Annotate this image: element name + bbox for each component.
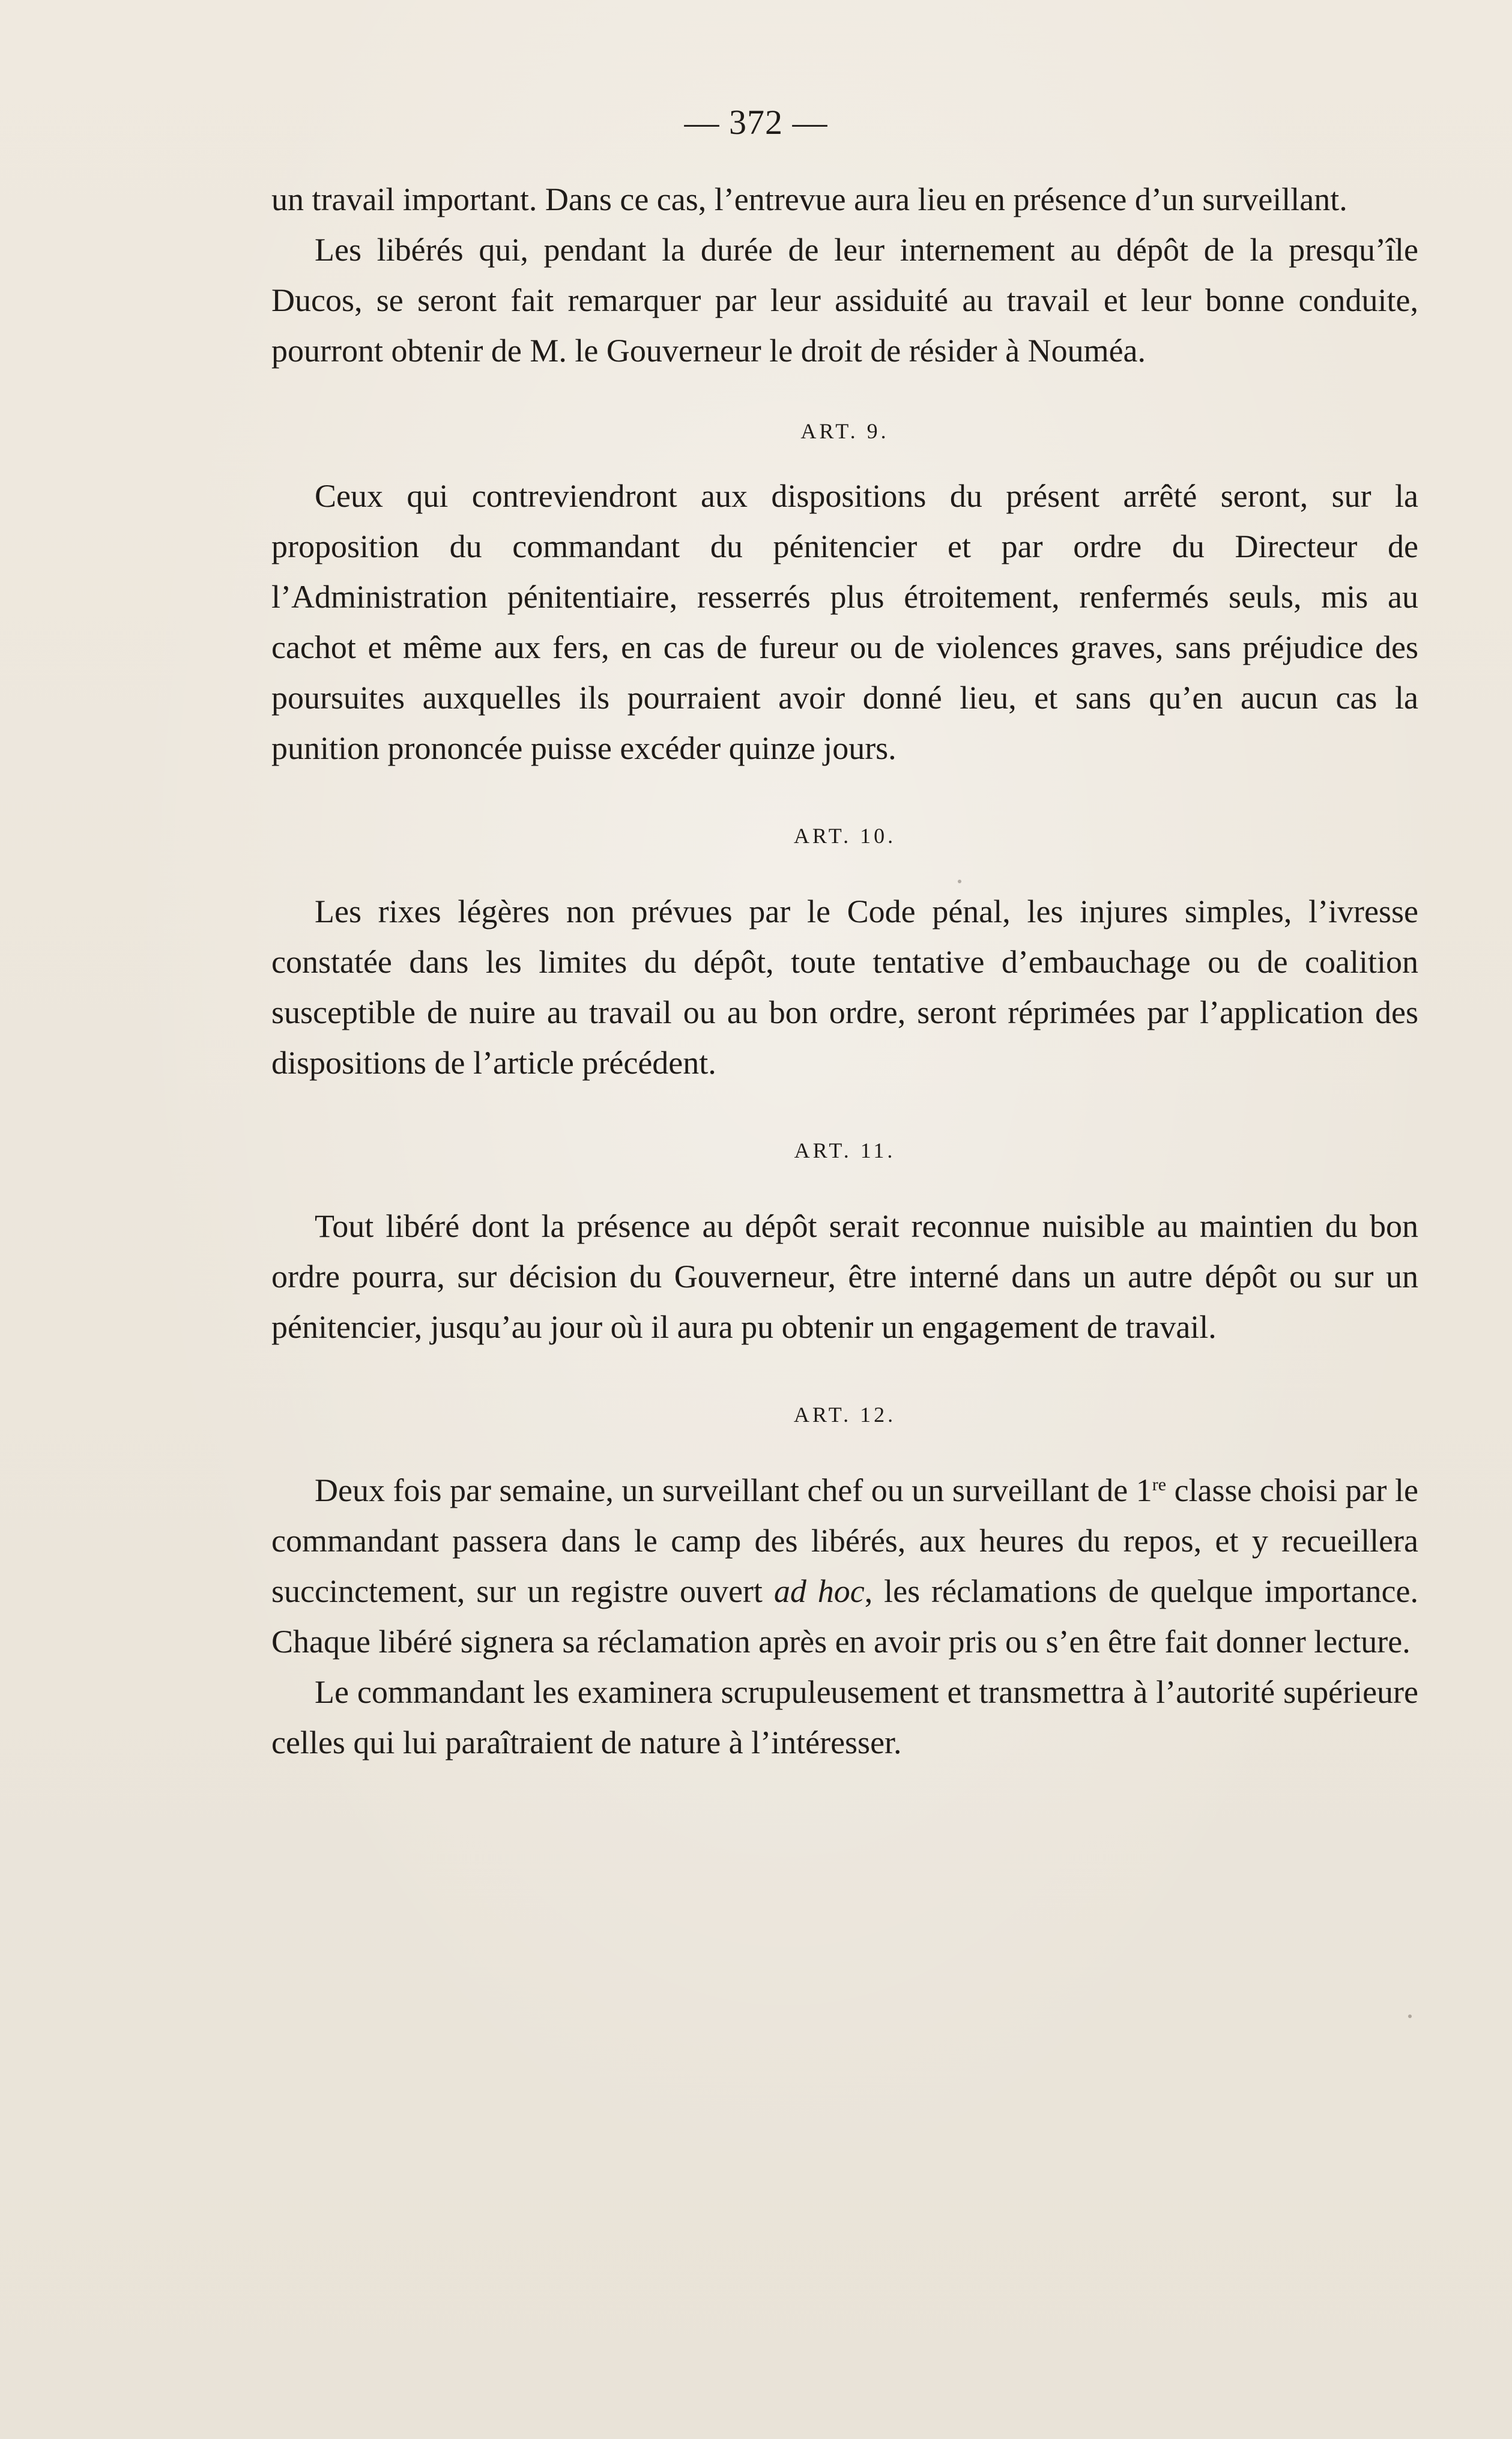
latin-phrase: ad hoc bbox=[773, 1573, 865, 1609]
article-heading-11: ART. 11. bbox=[794, 1138, 896, 1162]
paragraph-commandant: Le commandant les examinera scrupuleusement et transmettra à l’autorité supérieure celles qui lui paraîtraient de nature à l’intéresser. bbox=[271, 1674, 1418, 1760]
article-heading-9: ART. 9. bbox=[800, 419, 889, 443]
paragraph-article-12-part-c: , les réclamations de quelque importance. Chaque libéré signera sa réclamation après en avoir pris ou s’en être fait donner lecture. bbox=[271, 1573, 1418, 1660]
paragraph-article-12-part-b: classe choisi par le commandant passera dans le camp des libérés, aux heures du repos, et y recueillera succinctement, sur un registre ouvert bbox=[271, 1472, 1418, 1609]
ordinal-superscript: re bbox=[1152, 1475, 1167, 1495]
paragraph-article-10: Les rixes légères non prévues par le Code pénal, les injures simples, l’ivresse constatée dans les limites du dépôt, toute tentative d’embauchage ou de coalition susceptible de nuire au travail ou au bon ordre, seront réprimées par l’application des dispositions de l’article précédent. bbox=[271, 893, 1418, 1081]
article-heading-12: ART. 12. bbox=[793, 1403, 897, 1427]
paragraph-article-9: Ceux qui contreviendront aux dispositions du présent arrêté seront, sur la proposition du commandant du pénitencier et par ordre du Directeur de l’Administration pénitentiaire, resserrés plus étroitement, renfermés seuls, mis au cachot et même aux fers, en cas de fureur ou de violences graves, sans préjudice des poursuites auxquelles ils pourraient avoir donné lieu, et sans qu’en aucun cas la punition prononcée puisse excéder quinze jours. bbox=[271, 478, 1418, 766]
paragraph-liberes-nouméa: Les libérés qui, pendant la durée de leur internement au dépôt de la presqu’île Ducos, se seront fait remarquer par leur assiduité au travail et leur bonne conduite, pourront obtenir de M. le Gouverneur le droit de résider à Nouméa. bbox=[271, 232, 1418, 369]
article-heading-10: ART. 10. bbox=[793, 824, 897, 848]
paragraph-article-12 bbox=[271, 1465, 1418, 1667]
paper-speck bbox=[958, 880, 961, 883]
paragraph-article-12-part-a: Deux fois par semaine, un surveillant chef ou un surveillant de 1 bbox=[315, 1472, 1152, 1508]
body-text bbox=[271, 174, 1418, 1768]
page-number: — 372 — bbox=[684, 103, 828, 142]
paragraph-article-11: Tout libéré dont la présence au dépôt serait reconnue nuisible au maintien du bon ordre pourra, sur décision du Gouverneur, être interné dans un autre dépôt ou sur un pénitencier, jusqu’au jour où il aura pu obtenir un engagement de travail. bbox=[271, 1208, 1418, 1345]
paragraph-continuation: un travail important. Dans ce cas, l’entrevue aura lieu en présence d’un surveillant. bbox=[271, 181, 1347, 217]
paper-speck bbox=[1408, 2014, 1412, 2018]
